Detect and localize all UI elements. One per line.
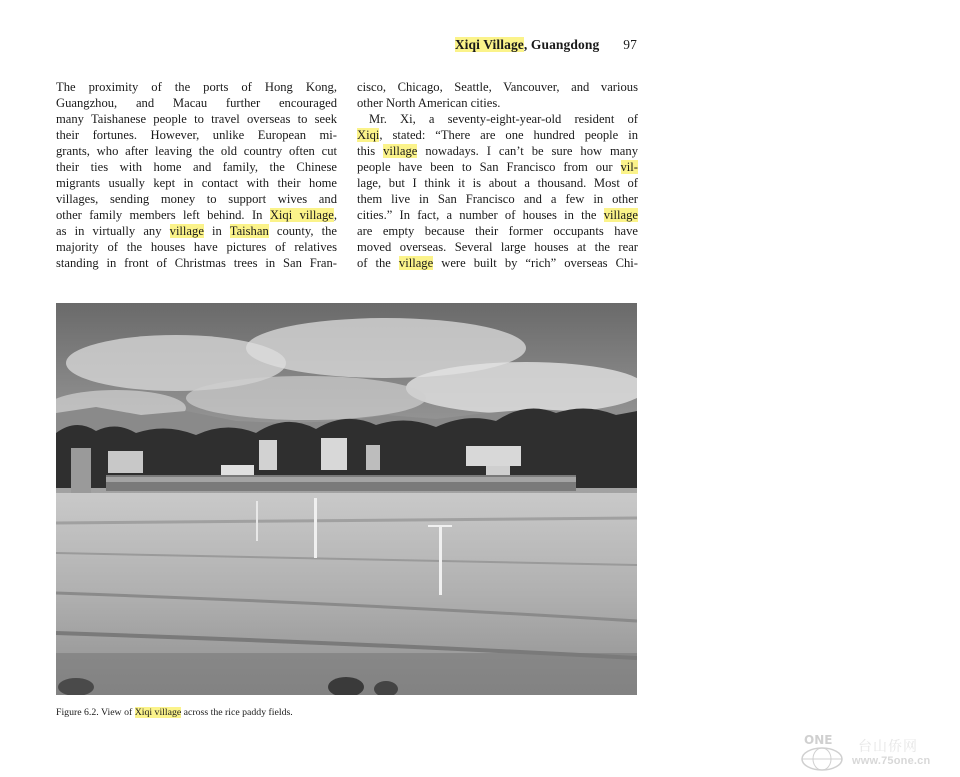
text-run: ,	[333, 208, 337, 222]
text-line	[56, 159, 337, 175]
text-run: their ties with home and family, the Chinese	[56, 160, 337, 174]
text-run: in	[203, 224, 230, 238]
running-head-title-highlight: Xiqi Village	[454, 37, 524, 52]
text-run: cisco, Chicago, Seattle, Vancouver, and various	[357, 80, 638, 94]
highlighted-term: Taishan	[229, 224, 269, 238]
text-run: lage, but I think it is about a thousand. Most of	[357, 176, 638, 190]
text-column-left	[56, 79, 337, 271]
page-number: 97	[623, 37, 637, 52]
text-run: many Taishanese people to travel overseas to seek	[56, 112, 337, 126]
text-run: Figure 6.2. View of	[56, 707, 135, 718]
text-run: were built by “rich” overseas Chi-	[433, 256, 638, 270]
watermark-logo-text: ONE	[804, 733, 833, 747]
text-run: Mr. Xi, a seventy-eight-year-old resident of	[369, 112, 638, 126]
text-run: moved overseas. Several large houses at the rear	[357, 240, 638, 254]
text-run: them live in San Francisco and a few in other	[357, 192, 638, 206]
text-run: county, the	[268, 224, 337, 238]
figure-photo-village	[56, 303, 637, 695]
running-head	[300, 37, 637, 53]
text-run: their fortunes. However, unlike European mi-	[56, 128, 337, 142]
text-run: across the rice paddy fields.	[181, 707, 293, 718]
highlighted-term: Xiqi village	[269, 208, 334, 222]
globe-icon	[800, 732, 850, 772]
text-line	[56, 95, 337, 111]
text-line	[357, 239, 638, 255]
text-line	[357, 143, 638, 159]
highlighted-term: village	[603, 208, 638, 222]
highlighted-term: Xiqi village	[134, 707, 182, 718]
text-run: as in virtually any	[56, 224, 170, 238]
text-line	[357, 111, 638, 127]
text-line	[56, 223, 337, 239]
text-line	[357, 207, 638, 223]
text-line	[56, 175, 337, 191]
highlighted-term: vil-	[620, 160, 638, 174]
text-run: villages, sending money to support wives and	[56, 192, 337, 206]
text-run: of the	[357, 256, 399, 270]
text-run: grants, who after leaving the old country often cut	[56, 144, 337, 158]
highlighted-term: village	[169, 224, 204, 238]
text-run: Guangzhou, and Macau further encouraged	[56, 96, 337, 110]
figure-caption	[56, 707, 293, 718]
text-run: migrants usually kept in contact with their home	[56, 176, 337, 190]
text-column-right	[357, 79, 638, 271]
text-run: , stated: “There are one hundred people in	[379, 128, 638, 142]
text-line	[357, 223, 638, 239]
text-run: are empty because their former occupants have	[357, 224, 638, 238]
text-run: other North American cities.	[357, 96, 501, 110]
text-line	[357, 159, 638, 175]
text-line	[56, 255, 337, 271]
text-run: standing in front of Christmas trees in San Fran-	[56, 256, 337, 270]
text-line	[56, 207, 337, 223]
text-line	[357, 127, 638, 143]
text-line	[56, 191, 337, 207]
text-line	[357, 255, 638, 271]
text-run: majority of the houses have pictures of relatives	[56, 240, 337, 254]
text-line	[357, 79, 638, 95]
text-run: The proximity of the ports of Hong Kong,	[56, 80, 337, 94]
watermark-site-name: 台山侨网	[858, 739, 918, 755]
running-head-title-rest: , Guangdong	[523, 37, 600, 52]
text-run: people have been to San Francisco from our	[357, 160, 621, 174]
text-line	[357, 175, 638, 191]
watermark-url: www.75one.cn	[852, 755, 931, 767]
text-line	[56, 111, 337, 127]
highlighted-term: Xiqi	[357, 128, 380, 142]
text-run: nowadays. I can’t be sure how many	[417, 144, 638, 158]
text-line	[357, 191, 638, 207]
photo-image	[56, 303, 637, 695]
text-line	[56, 239, 337, 255]
text-run: other family members left behind. In	[56, 208, 270, 222]
text-run: this	[357, 144, 384, 158]
text-line	[357, 95, 638, 111]
text-line	[56, 127, 337, 143]
highlighted-term: village	[398, 256, 434, 270]
text-line	[56, 79, 337, 95]
highlighted-term: village	[383, 144, 418, 158]
text-run: cities.” In fact, a number of houses in the	[357, 208, 604, 222]
text-line	[56, 143, 337, 159]
